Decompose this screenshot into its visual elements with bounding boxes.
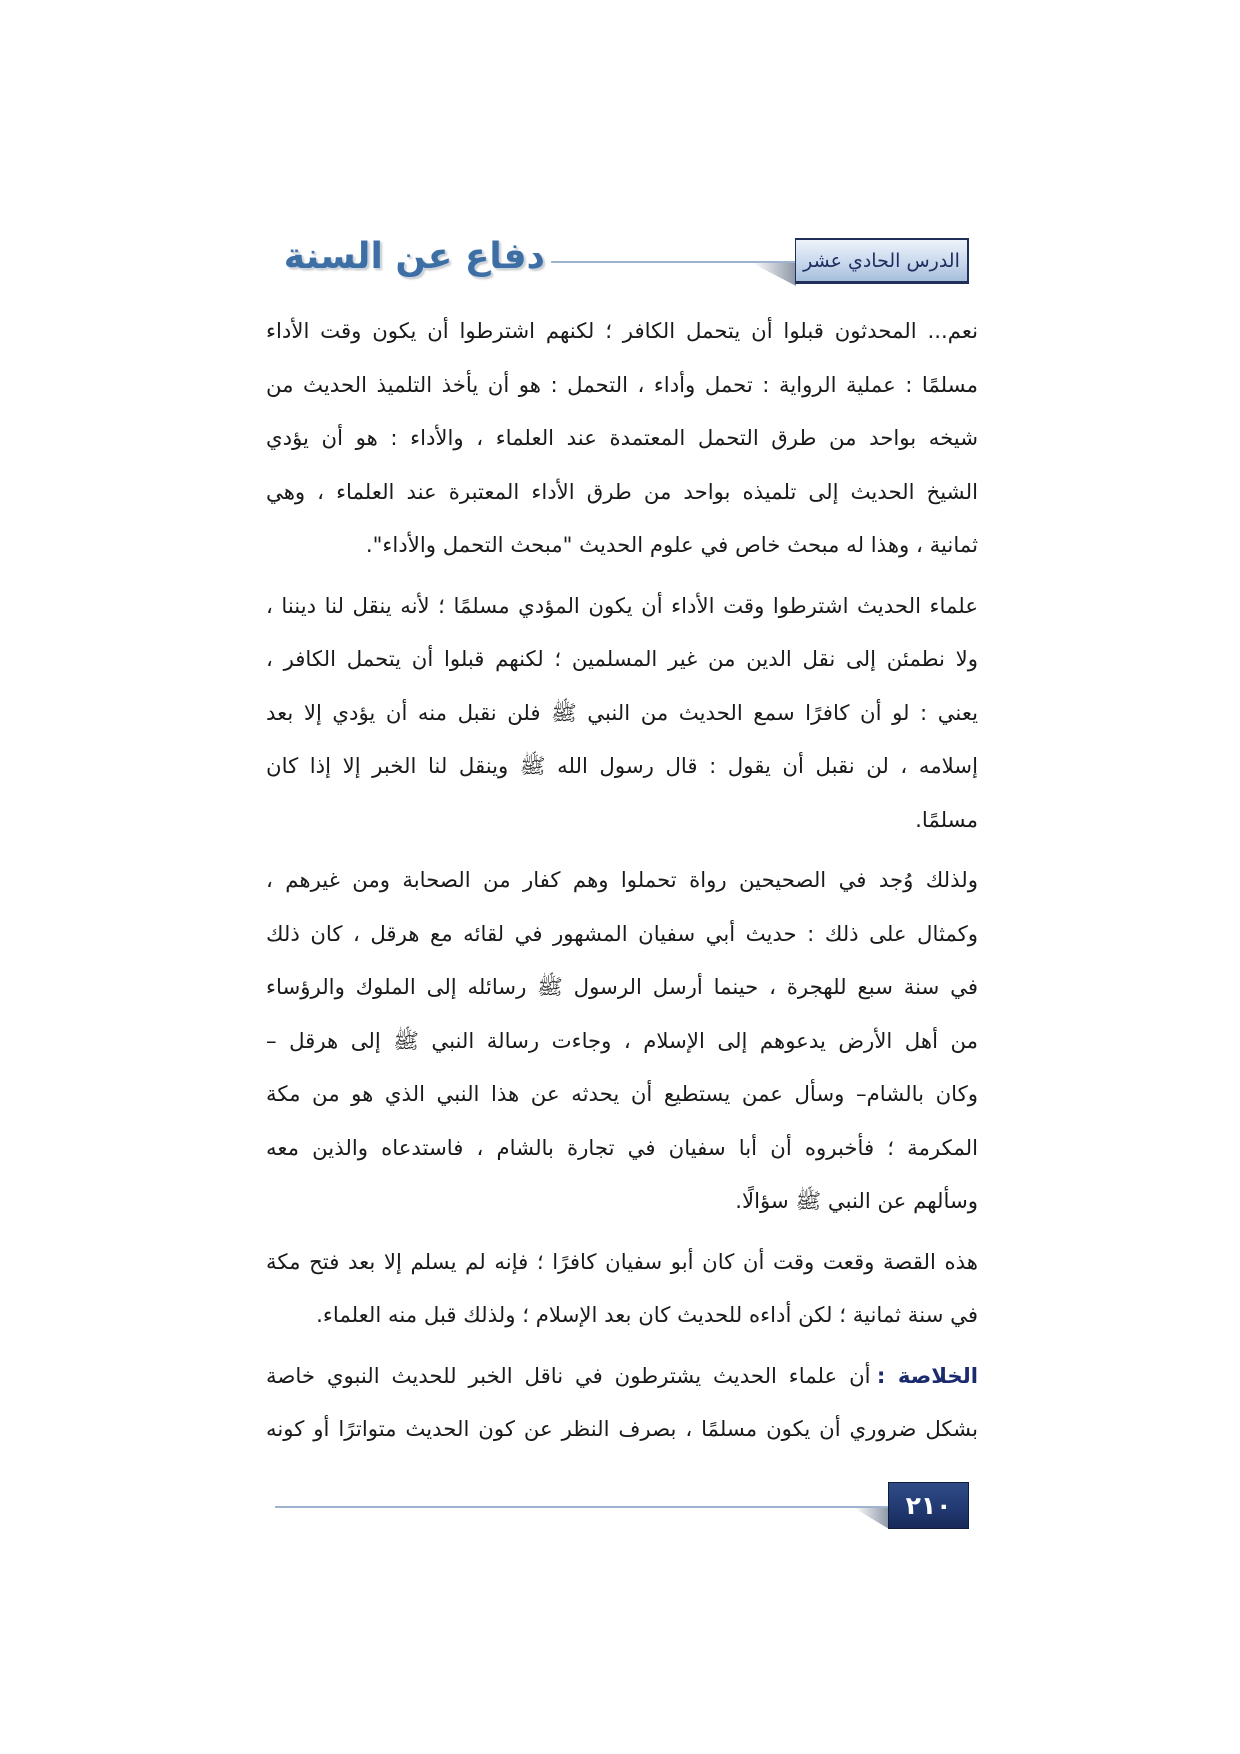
paragraph — [266, 1236, 978, 1343]
text-line: بشكل ضروري أن يكون مسلمًا ، بصرف النظر عن كون الحديث متواترًا أو كونه — [266, 1417, 978, 1442]
text-line: ثمانية ، وهذا له مبحث خاص في علوم الحديث "مبحث التحمل والأداء". — [365, 533, 978, 558]
text-line: المكرمة ؛ فأخبروه أن أبا سفيان في تجارة بالشام ، فاستدعاه والذين معه — [266, 1135, 978, 1161]
text-line: ولا نطمئن إلى نقل الدين من غير المسلمين ؛ لكنهم قبلوا أن يتحمل الكافر ، — [266, 647, 978, 672]
text-line: مسلمًا. — [915, 807, 978, 833]
paragraph — [266, 305, 978, 573]
header-box-shadow — [752, 263, 796, 286]
text-line: إسلامه ، لن نقبل أن يقول : قال رسول الله ﷺ وينقل لنا الخبر إلا إذا كان — [266, 754, 978, 779]
text-line: وكمثال على ذلك : حديث أبي سفيان المشهور في لقائه مع هرقل ، كان ذلك — [266, 921, 978, 947]
text-line: شيخه بواحد من طرق التحمل المعتمدة عند العلماء ، والأداء : هو أن يؤدي — [266, 426, 978, 451]
summary-label: الخلاصة : — [876, 1363, 978, 1389]
text-line: في سنة ثمانية ؛ لكن أداءه للحديث كان بعد الإسلام ؛ ولذلك قبل منه العلماء. — [316, 1303, 978, 1328]
body-text — [266, 305, 978, 1457]
paragraph — [266, 854, 978, 1229]
text-line: مسلمًا : عملية الرواية : تحمل وأداء ، التحمل : هو أن يأخذ التلميذ الحديث من — [266, 372, 978, 398]
page-number: ٢١٠ — [905, 1491, 952, 1520]
text-line: نعم... المحدثون قبلوا أن يتحمل الكافر ؛ لكنهم اشترطوا أن يكون وقت الأداء — [266, 319, 978, 344]
page-number-box — [888, 1482, 969, 1529]
lesson-label: الدرس الحادي عشر — [803, 249, 960, 272]
summary-paragraph — [266, 1350, 978, 1457]
book-title: دفاع عن السنة — [283, 236, 545, 277]
text-line: الشيخ الحديث إلى تلميذه بواحد من طرق الأداء المعتبرة عند العلماء ، وهي — [266, 479, 978, 505]
footer-box-shadow — [854, 1508, 889, 1529]
text-line: هذه القصة وقعت وقت أن كان أبو سفيان كافرًا ؛ فإنه لم يسلم إلا بعد فتح مكة — [266, 1249, 978, 1275]
text-line: علماء الحديث اشترطوا وقت الأداء أن يكون المؤدي مسلمًا ؛ لأنه ينقل لنا ديننا ، — [266, 593, 978, 619]
text-line: ولذلك وُجد في الصحيحين رواة تحملوا وهم كفار من الصحابة ومن غيرهم ، — [266, 868, 978, 893]
summary-text: أن علماء الحديث يشترطون في ناقل الخبر للحديث النبوي خاصة — [266, 1363, 871, 1389]
text-line: وسألهم عن النبي ﷺ سؤالًا. — [735, 1189, 978, 1214]
text-line: يعني : لو أن كافرًا سمع الحديث من النبي ﷺ فلن نقبل منه أن يؤدي إلا بعد — [266, 700, 978, 726]
header-rule — [551, 261, 797, 263]
text-line: في سنة سبع للهجرة ، حينما أرسل الرسول ﷺ رسائله إلى الملوك والرؤساء — [266, 975, 978, 1000]
lesson-label-box — [795, 238, 969, 284]
text-line: من أهل الأرض يدعوهم إلى الإسلام ، وجاءت رسالة النبي ﷺ إلى هرقل – — [266, 1028, 978, 1054]
footer-rule — [275, 1506, 889, 1508]
text-line — [266, 1350, 978, 1404]
text-line: وكان بالشام– وسأل عمن يستطيع أن يحدثه عن هذا النبي الذي هو من مكة — [266, 1082, 978, 1107]
paragraph — [266, 580, 978, 848]
